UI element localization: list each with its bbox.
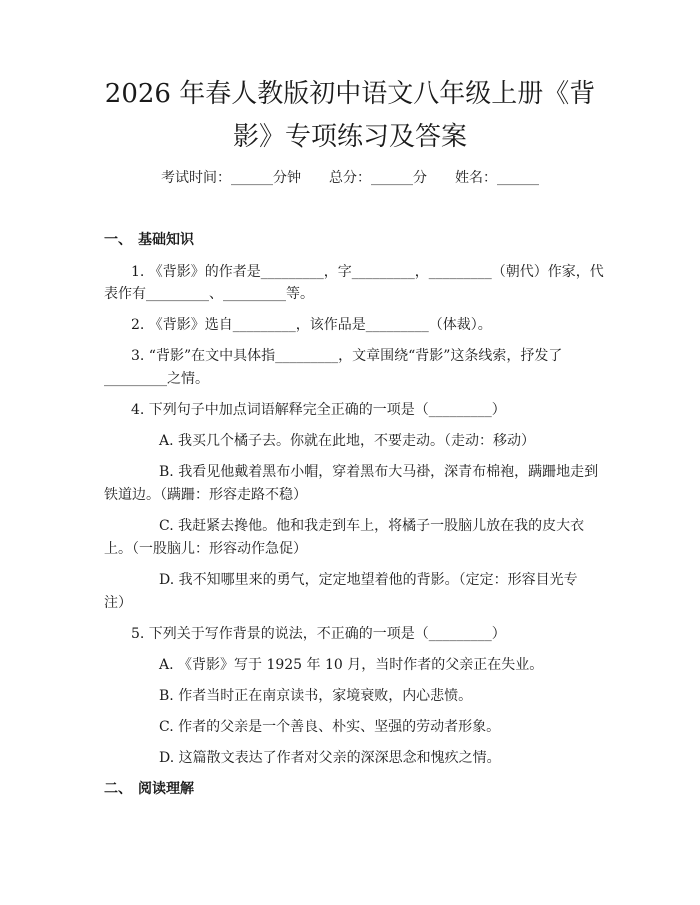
section-number: 二、 xyxy=(104,781,132,797)
question-3-line-1: 3. “背影”在文中具体指_________，文章围绕“背影”这条线索，抒发了 xyxy=(131,348,563,364)
section-number: 一、 xyxy=(104,232,132,248)
question-5-option-d: D. 这篇散文表达了作者对父亲的深深思念和愧疚之情。 xyxy=(159,750,501,766)
document-title-line1: 2026 年春人教版初中语文八年级上册《背 xyxy=(104,79,596,109)
exam-info xyxy=(0,168,700,188)
exam-score-field: 总分：______分 xyxy=(329,170,427,186)
question-5-option-a: A. 《背影》写于 1925 年 10 月，当时作者的父亲正在失业。 xyxy=(159,657,544,673)
section-title: 阅读理解 xyxy=(138,781,194,797)
question-5-stem: 5. 下列关于写作背景的说法，不正确的一项是（_________） xyxy=(131,626,506,642)
question-1-line-2: 表作有_________、_________等。 xyxy=(104,286,314,302)
question-1-line-1: 1. 《背影》的作者是_________，字_________，_________（朝代）作家，代 xyxy=(131,264,604,280)
question-4-stem: 4. 下列句子中加点词语解释完全正确的一项是（_________） xyxy=(131,402,506,418)
question-4-option-b-line-2: 铁道边。（蹒跚：形容走路不稳） xyxy=(104,487,307,503)
question-5-option-c: C. 作者的父亲是一个善良、朴实、坚强的劳动者形象。 xyxy=(159,719,501,735)
exam-time-field: 考试时间：______分钟 xyxy=(161,170,301,186)
document-title-line2: 影》专项练习及答案 xyxy=(232,122,467,152)
question-2-line-1: 2. 《背影》选自_________，该作品是_________（体裁）。 xyxy=(131,317,492,333)
exam-name-field: 姓名：______ xyxy=(455,170,539,186)
question-4-option-b-line-1: B. 我看见他戴着黑布小帽，穿着黑布大马褂，深青布棉袍，蹒跚地走到 xyxy=(159,464,599,480)
section-title: 基础知识 xyxy=(138,232,194,248)
question-4-option-d-line-2: 注） xyxy=(104,595,132,611)
section-heading-reading xyxy=(104,779,194,799)
question-4-option-c-line-2: 上。（一股脑儿：形容动作急促） xyxy=(104,541,307,557)
section-heading-basics xyxy=(104,230,194,250)
question-4-option-d-line-1: D. 我不知哪里来的勇气，定定地望着他的背影。（定定：形容目光专 xyxy=(159,572,578,588)
question-4-option-c-line-1: C. 我赶紧去搀他。他和我走到车上，将橘子一股脑儿放在我的皮大衣 xyxy=(159,518,585,534)
question-3-line-2: _________之情。 xyxy=(104,371,209,387)
question-5-option-b: B. 作者当时正在南京读书，家境衰败，内心悲愤。 xyxy=(159,688,473,704)
question-4-option-a: A. 我买几个橘子去。你就在此地，不要走动。（走动：移动） xyxy=(159,433,536,449)
